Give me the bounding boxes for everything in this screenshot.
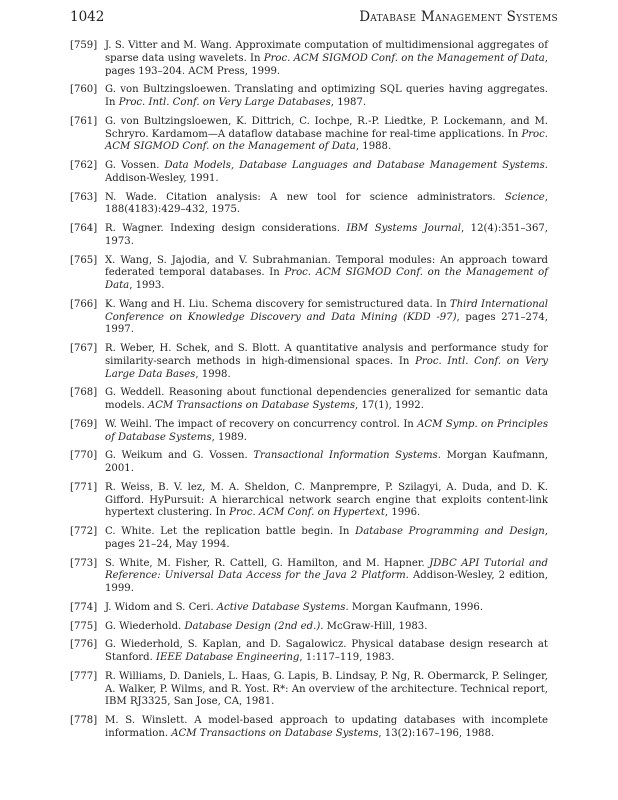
reference-entry	[70, 671, 548, 709]
reference-number: [762]	[70, 160, 98, 172]
reference-segment: R. Williams, D. Daniels, L. Haas, G. Lapis, B. Lindsay, P. Ng, R. Obermarck, P. Selinger, A. Walker, P. Wilms, and R. Yost. R*: An overview of the architecture. Technical report, IBM RJ3325, San Jose, CA, 1981.	[105, 670, 548, 708]
reference-venue: ACM Symp. on Principles of Database Systems	[105, 418, 548, 443]
reference-entry	[70, 255, 548, 293]
reference-text	[105, 671, 548, 708]
reference-text	[105, 419, 548, 443]
reference-segment: G. von Bultzingsloewen. Translating and optimizing SQL queries having aggregates. In	[105, 84, 548, 109]
reference-number: [771]	[70, 481, 98, 493]
reference-segment: R. Wagner. Indexing design considerations.	[105, 223, 347, 235]
reference-segment: , 17(1), 1992.	[355, 400, 424, 412]
reference-segment: X. Wang, S. Jajodia, and V. Subrahmanian. Temporal modules: An approach toward federated temporal databases. In	[105, 254, 548, 279]
reference-entry	[70, 639, 548, 665]
reference-number: [763]	[70, 191, 98, 203]
reference-venue: IEEE Database Engineering	[156, 652, 300, 664]
reference-segment: G. Wiederhold.	[105, 620, 185, 632]
reference-entry	[70, 192, 548, 218]
reference-number: [769]	[70, 418, 98, 430]
reference-number: [759]	[70, 40, 98, 51]
reference-venue: ACM Transactions on Database Systems	[147, 400, 356, 412]
bibliography-list	[70, 40, 548, 746]
reference-venue: Transactional Information Systems.	[253, 450, 441, 462]
reference-number: [774]	[70, 601, 98, 613]
reference-number: [764]	[70, 223, 98, 235]
reference-number: [776]	[70, 639, 98, 651]
reference-entry	[70, 621, 548, 634]
reference-entry	[70, 482, 548, 520]
reference-text	[105, 343, 548, 380]
reference-venue: Database Design (2nd ed.).	[184, 620, 324, 632]
reference-venue: Data Models, Database Languages and Database Management Systems.	[164, 160, 548, 172]
reference-text	[105, 715, 548, 739]
reference-text	[105, 192, 548, 216]
reference-venue: Proc. ACM SIGMOD Conf. on the Management of Data	[263, 52, 545, 64]
reference-venue: Third International Conference on Knowledge Discovery and Data Mining (KDD -97)	[105, 298, 548, 323]
reference-number: [778]	[70, 714, 98, 726]
reference-number: [777]	[70, 670, 98, 682]
reference-venue: JDBC API Tutorial and Reference: Universal Data Access for the Java 2 Platform.	[105, 557, 548, 582]
reference-segment: , 1987.	[330, 97, 367, 109]
reference-segment: , 13(2):167–196, 1988.	[378, 727, 495, 739]
reference-text	[105, 602, 483, 613]
reference-number: [761]	[70, 115, 98, 127]
reference-entry	[70, 387, 548, 413]
reference-text	[105, 558, 548, 595]
reference-text	[105, 84, 548, 108]
reference-number: [766]	[70, 298, 98, 310]
reference-venue: Proc. ACM Conf. on Hypertext	[229, 507, 385, 519]
reference-text	[105, 255, 548, 292]
reference-segment: , pages 193–204. ACM Press, 1999.	[105, 52, 549, 77]
reference-segment: R. Weiss, B. V. lez, M. A. Sheldon, C. Manprempre, P. Szilagyi, A. Duda, and D. K. Gifford. HyPursuit: A hierarchical network search engine that exploits content-link hypertext clustering. In	[105, 481, 548, 519]
reference-segment: K. Wang and H. Liu. Schema discovery for semistructured data. In	[105, 298, 450, 310]
reference-segment: G. Vossen.	[105, 160, 165, 172]
reference-entry	[70, 526, 548, 552]
reference-segment: , 12(4):351–367, 1973.	[105, 223, 549, 247]
reference-segment: , 188(4183):429–432, 1975.	[105, 191, 548, 216]
reference-venue: Proc. ACM SIGMOD Conf. on the Management of Data	[105, 267, 548, 292]
reference-entry	[70, 223, 548, 249]
reference-text	[105, 621, 427, 632]
reference-text	[105, 482, 548, 519]
reference-number: [770]	[70, 450, 98, 462]
reference-text	[105, 450, 548, 474]
reference-entry	[70, 160, 548, 186]
reference-segment: , 1998.	[195, 368, 231, 380]
reference-segment: , pages 271–274, 1997.	[105, 311, 549, 336]
reference-segment: Morgan Kaufmann, 1996.	[348, 601, 484, 613]
reference-segment: Addison-Wesley, 1991.	[105, 172, 219, 184]
reference-entry	[70, 84, 548, 110]
reference-segment: G. Weikum and G. Vossen.	[105, 450, 254, 462]
reference-venue: ACM Transactions on Database Systems	[171, 727, 379, 739]
running-title: Database Management Systems	[359, 9, 558, 25]
reference-number: [772]	[70, 526, 98, 538]
reference-segment: , pages 21–24, May 1994.	[105, 526, 548, 550]
reference-text	[105, 387, 548, 411]
reference-text	[105, 299, 548, 336]
reference-venue: Proc. Intl. Conf. on Very Large Databases	[118, 97, 331, 109]
reference-entry	[70, 450, 548, 476]
reference-segment: R. Weber, H. Schek, and S. Blott. A quantitative analysis and performance study for similarity-search methods in high-dimensional spaces. In	[105, 343, 548, 367]
reference-entry	[70, 299, 548, 337]
reference-segment: M. S. Winslett. A model-based approach to updating databases with incomplete information.	[105, 714, 548, 739]
reference-segment: Addison-Wesley, 2 edition, 1999.	[105, 570, 548, 595]
reference-segment: , 1988.	[355, 141, 392, 153]
reference-venue: Proc. Intl. Conf. on Very Large Data Bases	[105, 355, 548, 380]
reference-number: [765]	[70, 254, 98, 266]
reference-segment: G. Weddell. Reasoning about functional dependencies generalized for semantic data models.	[105, 387, 548, 412]
reference-segment: , 1:117–119, 1983.	[299, 652, 395, 664]
reference-entry	[70, 558, 548, 596]
reference-entry	[70, 715, 548, 741]
reference-segment: J. S. Vitter and M. Wang. Approximate computation of multidimensional aggregates of sparse data using wavelets. In	[105, 40, 548, 64]
reference-segment: G. Wiederhold, S. Kaplan, and D. Sagalowicz. Physical database design research at Stanford.	[105, 639, 548, 664]
reference-venue: Science	[504, 191, 545, 203]
reference-segment: J. Widom and S. Ceri.	[105, 601, 217, 613]
reference-entry	[70, 602, 548, 615]
reference-text	[105, 639, 548, 663]
reference-venue: Proc. ACM SIGMOD Conf. on the Management of Data	[105, 128, 548, 153]
reference-text	[105, 223, 548, 247]
reference-number: [768]	[70, 387, 98, 399]
reference-number: [775]	[70, 620, 98, 632]
reference-segment: , 1989.	[211, 431, 247, 443]
reference-text	[105, 116, 548, 153]
reference-entry	[70, 116, 548, 154]
reference-text	[105, 160, 548, 184]
reference-venue: Database Programming and Design	[355, 526, 545, 538]
reference-segment: , 1993.	[129, 280, 165, 292]
reference-segment: McGraw-Hill, 1983.	[323, 620, 428, 632]
reference-number: [760]	[70, 84, 98, 96]
reference-segment: Morgan Kaufmann, 2001.	[105, 450, 548, 475]
reference-segment: G. von Bultzingsloewen, K. Dittrich, C. Iochpe, R.-P. Liedtke, P. Lockemann, and M. Schryro. Kardamom—A dataflow database machine for real-time applications. In	[105, 115, 548, 140]
reference-segment: C. White. Let the replication battle begin. In	[105, 526, 356, 538]
reference-entry	[70, 343, 548, 381]
reference-segment: W. Weihl. The impact of recovery on concurrency control. In	[105, 418, 418, 430]
reference-text	[105, 526, 548, 550]
page-number: 1042	[70, 9, 105, 25]
reference-venue: Active Database Systems.	[216, 601, 349, 613]
reference-entry	[70, 419, 548, 445]
reference-segment: , 1996.	[384, 507, 421, 519]
reference-venue: IBM Systems Journal	[346, 223, 461, 235]
reference-text	[105, 40, 548, 77]
reference-entry	[70, 40, 548, 78]
reference-segment: S. White, M. Fisher, R. Cattell, G. Hamilton, and M. Hapner.	[105, 557, 430, 569]
reference-number: [773]	[70, 557, 98, 569]
reference-number: [767]	[70, 343, 98, 355]
page-header	[70, 9, 558, 29]
reference-segment: N. Wade. Citation analysis: A new tool for science administrators.	[105, 191, 505, 203]
